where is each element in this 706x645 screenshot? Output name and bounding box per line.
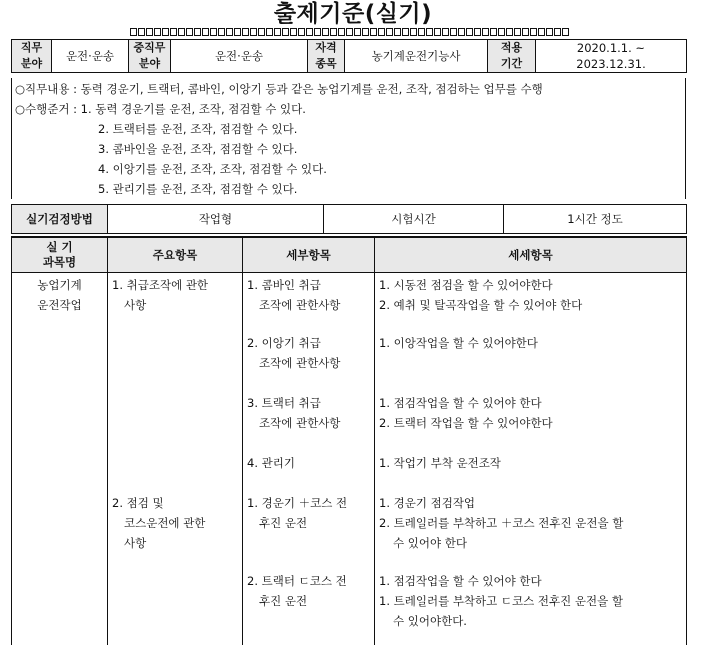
placeholder-box <box>218 28 225 36</box>
detail-item-header: 세부항목 <box>243 237 375 273</box>
duty-description-table <box>11 78 686 199</box>
subject-header: 실 기 과목명 <box>12 237 108 273</box>
placeholder-box <box>362 28 369 36</box>
placeholder-box <box>178 28 185 36</box>
placeholder-box <box>514 28 521 36</box>
criteria-line-5: 5. 관리기를 운전, 조작, 점검할 수 있다. <box>98 182 298 196</box>
placeholder-box <box>450 28 457 36</box>
placeholder-box <box>354 28 361 36</box>
placeholder-box <box>138 28 145 36</box>
placeholder-box <box>202 28 209 36</box>
placeholder-box <box>434 28 441 36</box>
placeholder-box <box>290 28 297 36</box>
criteria-line-2: 2. 트랙터를 운전, 조작, 점검할 수 있다. <box>98 122 298 136</box>
subject-cell <box>12 273 108 645</box>
placeholder-box <box>162 28 169 36</box>
placeholder-box <box>498 28 505 36</box>
placeholder-box <box>234 28 241 36</box>
placeholder-box <box>266 28 273 36</box>
fine-item-10: 1. 트레일러를 부착하고 ㄷ코스 전후진 운전을 할 수 있어야한다. <box>379 594 623 628</box>
fine-item-6: 1. 작업기 부착 운전조작 <box>379 456 501 470</box>
fine-item-5: 2. 트랙터 작업을 할 수 있어야한다 <box>379 416 553 430</box>
placeholder-box <box>282 28 289 36</box>
exam-time-label: 시험시간 <box>324 205 504 234</box>
exam-method-value: 작업형 <box>108 205 324 234</box>
fine-item-7: 1. 경운기 점검작업 <box>379 496 476 510</box>
placeholder-box <box>482 28 489 36</box>
placeholder-box <box>546 28 553 36</box>
placeholder-box <box>250 28 257 36</box>
placeholder-box <box>242 28 249 36</box>
qualification-info-table <box>11 39 687 73</box>
period-label: 적용 기간 <box>488 40 536 73</box>
placeholder-box <box>410 28 417 36</box>
fine-item-3: 1. 이앙작업을 할 수 있어야한다 <box>379 336 538 350</box>
placeholder-boxes-row <box>130 27 576 39</box>
placeholder-box <box>314 28 321 36</box>
placeholder-box <box>442 28 449 36</box>
criteria-line-4: 4. 이앙기를 운전, 조작, 조작, 점검할 수 있다. <box>98 162 327 176</box>
placeholder-box <box>554 28 561 36</box>
fine-item-8: 2. 트레일러를 부착하고 ＋코스 전후진 운전을 할 수 있어야 한다 <box>379 516 624 550</box>
qualification-label: 자격 종목 <box>308 40 345 73</box>
placeholder-box <box>170 28 177 36</box>
main-items-cell <box>108 273 243 645</box>
placeholder-box <box>490 28 497 36</box>
detail-item-4: 4. 관리기 <box>247 456 295 470</box>
period-value: 2020.1.1. ~ 2023.12.31. <box>536 40 687 73</box>
placeholder-box <box>426 28 433 36</box>
placeholder-box <box>306 28 313 36</box>
fine-item-4: 1. 점검작업을 할 수 있어야 한다 <box>379 396 542 410</box>
placeholder-box <box>458 28 465 36</box>
main-item-header: 주요항목 <box>108 237 243 273</box>
placeholder-box <box>394 28 401 36</box>
placeholder-box <box>210 28 217 36</box>
exam-items-table <box>11 236 687 645</box>
detail-item-3: 3. 트랙터 취급 조작에 관한사항 <box>247 396 341 430</box>
detail-item-1: 1. 콤바인 취급 조작에 관한사항 <box>247 278 341 312</box>
placeholder-box <box>538 28 545 36</box>
duty-content: ○직무내용 : 동력 경운기, 트랙터, 콤바인, 이앙기 등과 같은 농업기계를 운전, 조작, 점검하는 업무를 수행 <box>15 82 543 96</box>
placeholder-box <box>378 28 385 36</box>
main-item-2: 2. 점검 및 코스운전에 관한 사항 <box>112 496 206 550</box>
placeholder-box <box>370 28 377 36</box>
detail-item-6: 2. 트랙터 ㄷ코스 전 후진 운전 <box>247 574 347 608</box>
detail-items-cell <box>243 273 375 645</box>
fine-item-header: 세세항목 <box>375 237 687 273</box>
placeholder-box <box>298 28 305 36</box>
placeholder-box <box>194 28 201 36</box>
fine-item-9: 1. 점검작업을 할 수 있어야 한다 <box>379 574 542 588</box>
exam-method-table <box>11 204 687 234</box>
fine-item-2: 2. 예취 및 탈곡작업을 할 수 있어야 한다 <box>379 298 583 312</box>
placeholder-box <box>466 28 473 36</box>
fine-item-1: 1. 시동전 점검을 할 수 있어야한다 <box>379 278 553 292</box>
job-field-label: 직무 분야 <box>12 40 52 73</box>
placeholder-box <box>506 28 513 36</box>
detail-item-5: 1. 경운기 ＋코스 전 후진 운전 <box>247 496 348 530</box>
placeholder-box <box>530 28 537 36</box>
detail-item-2: 2. 이앙기 취급 조작에 관한사항 <box>247 336 341 370</box>
exam-time-value: 1시간 정도 <box>504 205 687 234</box>
sub-field-label: 중직무 분야 <box>129 40 171 73</box>
exam-method-label: 실기검정방법 <box>12 205 108 234</box>
placeholder-box <box>130 28 137 36</box>
main-item-1: 1. 취급조작에 관한 사항 <box>112 278 209 312</box>
placeholder-box <box>154 28 161 36</box>
placeholder-box <box>474 28 481 36</box>
qualification-value: 농기계운전기능사 <box>345 40 488 73</box>
fine-items-cell <box>375 273 687 645</box>
criteria-line-3: 3. 콤바인을 운전, 조작, 점검할 수 있다. <box>98 142 298 156</box>
placeholder-box <box>522 28 529 36</box>
placeholder-box <box>402 28 409 36</box>
placeholder-box <box>226 28 233 36</box>
placeholder-box <box>322 28 329 36</box>
placeholder-box <box>562 28 569 36</box>
sub-field-value: 운전·운송 <box>171 40 308 73</box>
placeholder-box <box>338 28 345 36</box>
placeholder-box <box>418 28 425 36</box>
placeholder-box <box>386 28 393 36</box>
placeholder-box <box>330 28 337 36</box>
job-field-value: 운전·운송 <box>52 40 129 73</box>
criteria-line-1: ○수행준거 : 1. 동력 경운기를 운전, 조작, 점검할 수 있다. <box>15 102 306 116</box>
document-title: 출제기준(실기) <box>273 1 433 27</box>
placeholder-box <box>274 28 281 36</box>
placeholder-box <box>146 28 153 36</box>
placeholder-box <box>346 28 353 36</box>
placeholder-box <box>258 28 265 36</box>
subject-name: 농업기계 운전작업 <box>37 278 82 312</box>
placeholder-box <box>186 28 193 36</box>
